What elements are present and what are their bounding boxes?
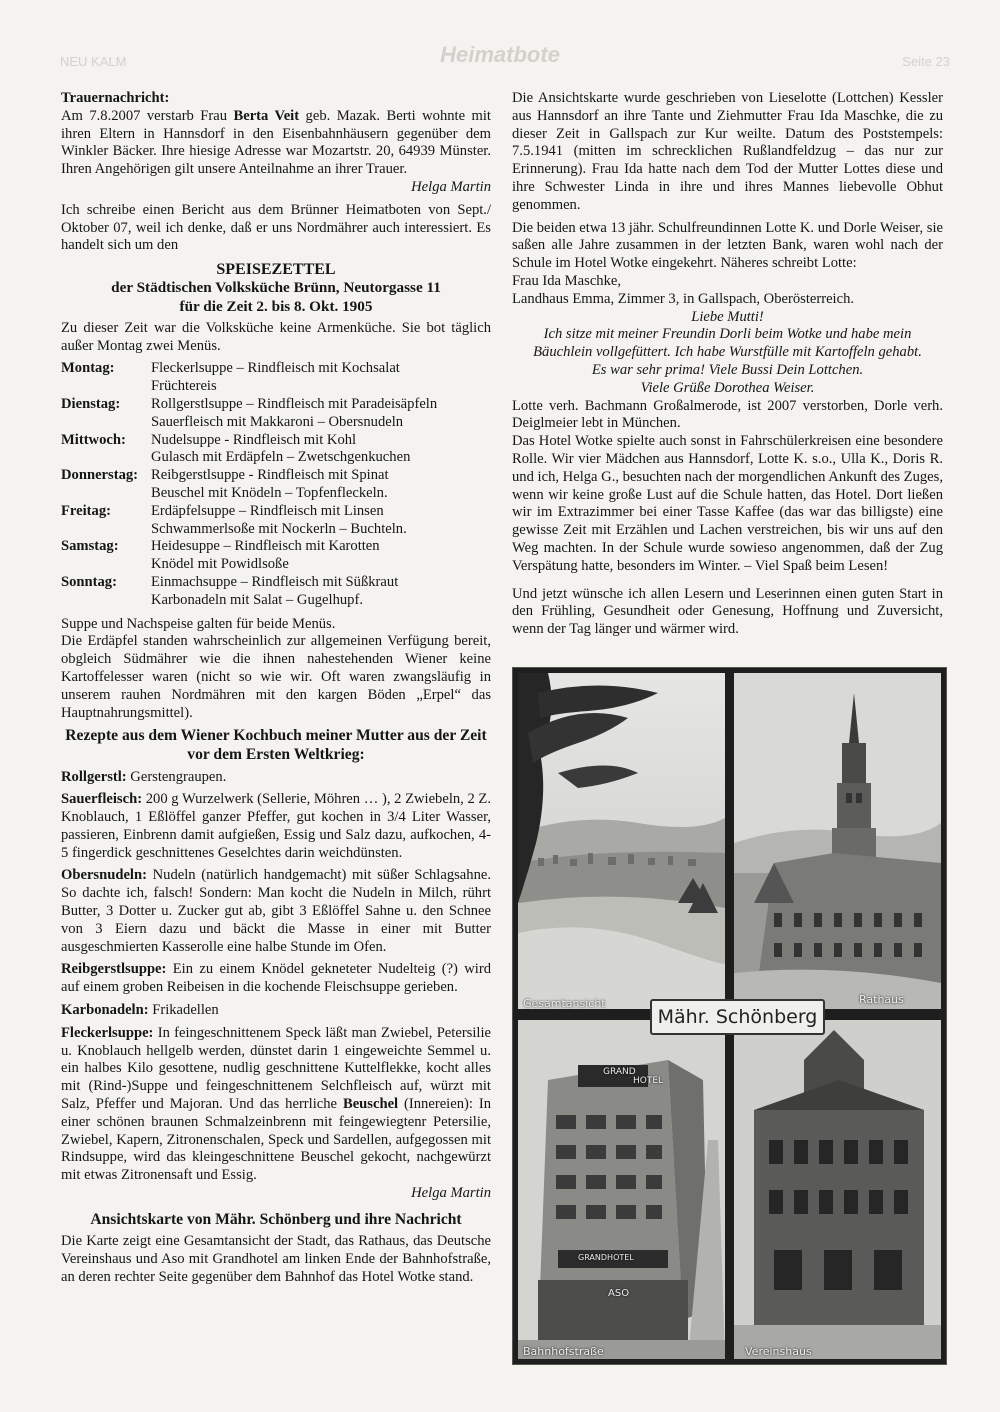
letter-line: Viele Grüße Dorothea Weiser. — [640, 379, 815, 396]
menu-row — [61, 538, 491, 574]
menu-day: Samstag: — [61, 538, 119, 555]
recipe-text: Nudeln (natürlich handgemacht) mit süßer Schlagsahne. So dachte ich, falsch! Sondern: Man kocht die Nudeln in Milch, rührt Butter, 3 Dotter u. Zucker gut ab, gibt 3 Eßlöffel Sahne u. den Schnee von 3 Eiern dazu und bäckt die Masse in einer mit Butter ausgeschmierten Kasserolle eine halbe Stunde im Ofen. — [61, 867, 491, 955]
obituary-text-2: geb. Mazak. Berti wohnte mit ihren Eltern in Hannsdorf in den Eisenbahnhäusern gegenüber dem Winkler Bäcker. Ihre hiesige Adresse war Mozartstr. 20, 64939 Münster. Ihren Angehörigen gilt unsere Anteilnahme an ihrer Trauer. — [61, 107, 491, 178]
left-column — [61, 90, 491, 1292]
recipe-obersnudeln — [61, 867, 491, 956]
postcard-story-1: Die Ansichtskarte wurde geschrieben von Lieselotte (Lottchen) Kessler aus Hannsdorf an ihre Tante und Ziehmutter Frau Ida Maschke, die zu dieser Zeit in Gallspach zur Kur weilte. Datum des Poststempels: 7.5.1941 (mitten im schrecklichen Rußlandfeldzug – das nur zur Erinnerung). Frau Ida hatte nach dem Tod der Mutter Lottes diese und ihre Schwester Linda in ihre und ihres Mannes liebevolle Obhut genommen. — [512, 90, 943, 213]
recipe-label: Beuschel — [342, 1096, 399, 1113]
obituary-text — [61, 108, 491, 197]
recipe-text: (Innereien): In einer schönen braunen Schmalzeinbrenn mit feingewiegtenr Petersilie, Zwiebel, Kapern, Zitronenschalen, Speck und Sardellen, aufgegossen mit Rindsuppe, wird das kleingeschnittene Beuschel gekocht, nachgewürzt mit etwas Zitronensaft und Essig. — [61, 1096, 492, 1184]
recipe-label: Obersnudeln: — [61, 867, 147, 884]
menu-row — [61, 432, 491, 468]
menu-line: Rollgerstlsuppe – Rindfleisch mit Paradeisäpfeln — [151, 395, 438, 412]
intro-text: Ich schreibe einen Bericht aus dem Brünner Heimatboten von Sept./ Oktober 07, weil ich denke, daß er uns Nordmährer auch interessiert. Es handelt sich um den — [61, 201, 491, 254]
menu-day: Dienstag: — [61, 395, 121, 412]
recipe-fleckerlsuppe — [61, 1025, 491, 1203]
header-title: Heimatbote — [440, 42, 560, 67]
recipe-reibgerstl — [61, 961, 491, 997]
obituary-title: Trauernachricht: — [61, 90, 170, 106]
caption-vereinshaus: Vereinshaus — [745, 1345, 812, 1358]
menu-list — [61, 360, 491, 609]
menu-title-line3: für die Zeit 2. bis 8. Okt. 1905 — [179, 297, 373, 315]
menu-day: Montag: — [61, 360, 115, 377]
letter-line: Bäuchlein vollgefüttert. Ich habe Wurstfülle mit Kartoffeln gehabt. — [533, 344, 922, 361]
caption-rathaus: Rathaus — [859, 993, 904, 1006]
menu-day: Freitag: — [61, 502, 111, 519]
menu-line: Reibgerstlsuppe - Rindfleisch mit Spinat — [151, 467, 389, 484]
address-line-1: Frau Ida Maschke, — [512, 272, 622, 289]
postcard-story-2: Die beiden etwa 13 jähr. Schulfreundinnen Lotte K. und Dorle Weiser, sie saßen alle Jahre zusammen in der letzten Bank, waren wohl nach der Schule im Hotel Wotke eingekehrt. Näheres schreibt Lotte: — [512, 219, 943, 272]
postcard-image — [512, 667, 947, 1365]
menu-day: Sonntag: — [61, 573, 117, 590]
menu-line: Schwammerlsoße mit Nockerln – Buchteln. — [151, 520, 407, 537]
menu-line: Knödel mit Powidlsoße — [151, 556, 289, 573]
letter-line: Es war sehr prima! Viele Bussi Dein Lottchen. — [591, 361, 864, 378]
recipe-text: 200 g Wurzelwerk (Sellerie, Möhren … ), 2 Zwiebeln, 2 Z. Knoblauch, 1 Eßlöffel ganzer Pfeffer, gut kochen in 3/4 Liter Wasser, passieren, Einbrenn damit aufgießen, Essig und Salz dazu, aufkochen, 4-5 fingerdick geschnittenes Geselchtes darin weichdünsten. — [61, 791, 491, 861]
recipe-rollgerstl — [61, 769, 491, 787]
postcard-story-4: Das Hotel Wotke spielte auch sonst in Fahrschülerkreisen eine besondere Rolle. Wir vier Mädchen aus Hannsdorf, Lotte K. s.o., Ulla K., Doris R. und ich, Helga G., besuchten nach der morgendlichen Ankunft des Zuges, wenn wir keine große Lust auf die Schule hatten, das Hotel. Dort ließen wir im Extrazimmer bei einer Tasse Kaffee (das war das billigste) eine gewisse Zeit mit Erzählen und Lachen verstreichen, bis wir uns auf den Weg machten. In der Schule wurde sowieso angenommen, daß der Zug Verspätung hatte, besonders im Winter. – Viel Spaß beim Lesen! — [512, 433, 943, 574]
menu-row — [61, 396, 491, 432]
obituary-text-1: Am 7.8.2007 verstarb Frau — [61, 107, 234, 124]
right-column — [512, 90, 943, 644]
header-page-number: Seite 23 — [902, 54, 950, 69]
menu-line: Beuschel mit Knödeln – Topfenfleckeln. — [151, 484, 388, 501]
recipe-label: Reibgerstlsuppe: — [61, 961, 167, 978]
recipe-sauerfleisch — [61, 791, 491, 862]
letter-line: Liebe Mutti! — [691, 308, 764, 325]
address-line-2: Landhaus Emma, Zimmer 3, in Gallspach, Oberösterreich. — [512, 290, 855, 307]
menu-intro: Zu dieser Zeit war die Volksküche keine Armenküche. Sie bot täglich außer Montag zwei Menüs. — [61, 319, 491, 354]
menu-line: Karbonadeln mit Salat – Gugelhupf. — [151, 591, 363, 608]
header-left: NEU KALM — [60, 54, 127, 69]
postcard-title-plate: Mähr. Schönberg — [650, 999, 825, 1035]
menu-day: Mittwoch: — [61, 431, 126, 448]
menu-line: Gulasch mit Erdäpfeln – Zwetschgenkuchen — [151, 449, 411, 466]
sign-grand: GRAND — [603, 1067, 636, 1077]
menu-title-line2: der Städtischen Volksküche Brünn, Neutorgasse 11 — [111, 279, 441, 297]
obituary-signature: Helga Martin — [411, 178, 491, 195]
menu-day: Donnerstag: — [61, 467, 139, 484]
recipe-text: Frikadellen — [148, 1002, 219, 1019]
recipe-text: In feingeschnittenem Speck läßt man Zwiebel, Petersilie u. Knoblauch hellgelb werden, dünstet darin 1 eingeweichte Semmel u. ein halbes Kilo gesottene, nudlig geschnittene Kuttelflekke, kocht alles mit (Rind-)Suppe und feingeschnittenem Selchfleisch auf, würzt mit Salz, Pfeffer und Majoran. Und das herrliche — [61, 1024, 491, 1113]
menu-line: Fleckerlsuppe – Rindfleisch mit Kochsalat — [151, 360, 400, 377]
rathaus-photo — [734, 673, 941, 1009]
menu-row — [61, 574, 491, 610]
obituary-name: Berta Veit — [233, 107, 300, 124]
sign-hotel: HOTEL — [633, 1076, 664, 1086]
closing-wishes: Und jetzt wünsche ich allen Lesern und Leserinnen einen guten Start in den Frühling, Gesundheit oder Genesung, Hoffnung und Zuversicht, wenn der Tag länger und wärmer wird. — [512, 585, 943, 638]
letter-line: Ich sitze mit meiner Freundin Dorli beim Wotke und habe mein — [543, 326, 912, 343]
recipe-label: Fleckerlsuppe: — [61, 1024, 154, 1041]
panorama-photo — [518, 673, 725, 1009]
menu-row — [61, 467, 491, 503]
vereinshaus-photo — [734, 1020, 941, 1359]
recipe-text: Ein zu einem Knödel gekneteter Nudelteig (?) wird auf einem groben Reibeisen in die kochende Fleischsuppe gerieben. — [61, 961, 491, 996]
recipe-text: Gerstengraupen. — [126, 768, 227, 785]
menu-line: Heidesuppe – Rindfleisch mit Karotten — [151, 538, 380, 555]
menu-row — [61, 503, 491, 539]
menu-note-2: Die Erdäpfel standen wahrscheinlich zur allgemeinen Verfügung bereit, obgleich Südmährer wie die ihnen nahestehenden Wiener keine Kartoffelesser waren (nicht so wie wir. Oft waren zwangsläufig in unserem rauhen Nordmähren mit den kargen Böden „Erpel“ das Hauptnahrungsmittel). — [61, 633, 491, 721]
menu-note-1: Suppe und Nachspeise galten für beide Menüs. — [61, 615, 336, 632]
recipe-label: Rollgerstl: — [61, 768, 127, 785]
menu-line: Sauerfleisch mit Makkaroni – Obersnudeln — [151, 413, 404, 430]
recipe-label: Karbonadeln: — [61, 1002, 149, 1019]
postcard-heading: Ansichtskarte von Mähr. Schönberg und ihre Nachricht — [90, 1210, 462, 1228]
menu-line: Früchtereis — [151, 378, 217, 395]
caption-bahnhofstrasse: Bahnhofstraße — [523, 1345, 604, 1358]
recipes-heading: Rezepte aus dem Wiener Kochbuch meiner Mutter aus der Zeit vor dem Ersten Weltkrieg: — [65, 727, 487, 763]
menu-row — [61, 360, 491, 396]
page-header — [40, 40, 960, 70]
postcard-story-3: Lotte verh. Bachmann Großalmerode, ist 2007 verstorben, Dorle verh. Deiglmeier lebt in München. — [512, 397, 943, 432]
caption-gesamtansicht: Gesamtansicht — [523, 997, 606, 1010]
menu-line: Nudelsuppe - Rindfleisch mit Kohl — [151, 431, 357, 448]
menu-title — [61, 261, 491, 316]
recipe-label: Sauerfleisch: — [61, 791, 143, 808]
sign-grandhotel: GRANDHOTEL — [578, 1253, 634, 1262]
postcard-description: Die Karte zeigt eine Gesamtansicht der Stadt, das Rathaus, das Deutsche Vereinshaus und Aso mit Grandhotel am linken Ende der Bahnhofstraße, an deren rechter Seite gegenüber dem Bahnhof das Hotel Wotke stand. — [61, 1233, 491, 1286]
menu-line: Einmachsuppe – Rindfleisch mit Süßkraut — [151, 573, 399, 590]
menu-title-line1: SPEISEZETTEL — [216, 261, 336, 279]
recipe-karbonadeln — [61, 1002, 491, 1020]
recipes-signature: Helga Martin — [411, 1185, 491, 1202]
menu-line: Erdäpfelsuppe – Rindfleisch mit Linsen — [151, 502, 384, 519]
sign-aso: ASO — [608, 1288, 630, 1299]
